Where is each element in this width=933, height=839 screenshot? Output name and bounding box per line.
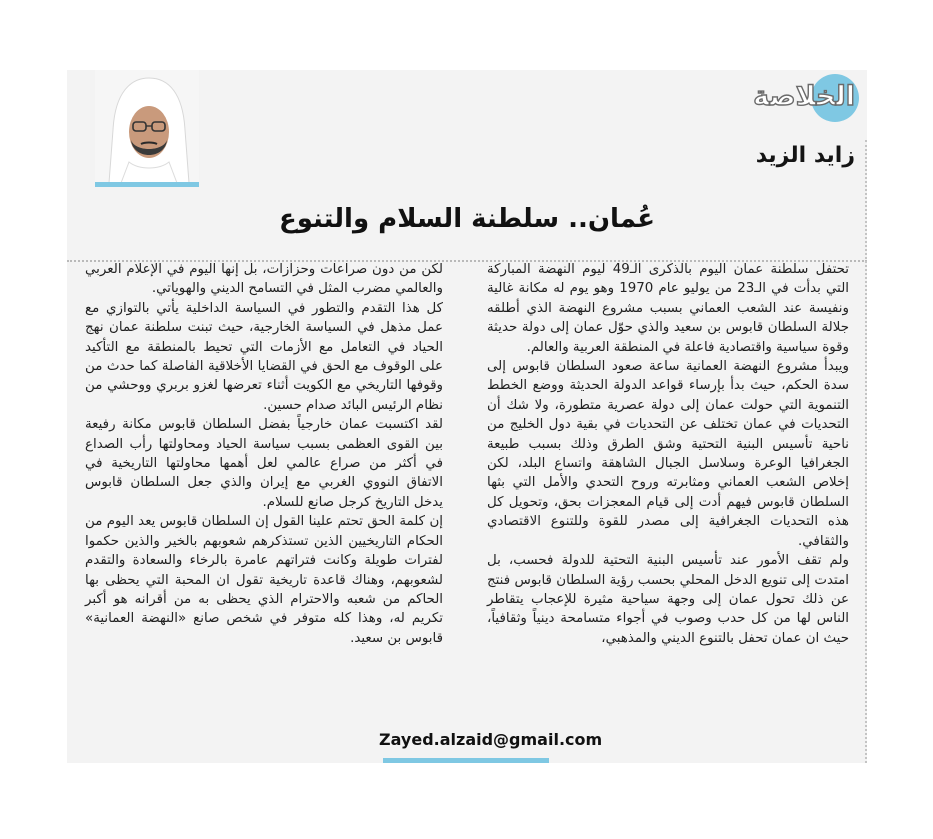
paragraph: ويبدأ مشروع النهضة العمانية ساعة صعود السلطان قابوس إلى سدة الحكم، حيث بدأ بإرساء قواعد الدولة الحديثة ووضع الخطط التنموية التي حولت عمان إلى دولة عصرية متطورة، ولا شك أن التحديات في عمان تختلف عن التحديات في بقية دول الخليج من ناحية تأسيس البنية التحتية وشق الطرق وذلك بسبب طبيعة الجغرافيا الوعرة وسلاسل الجبال الشاهقة واتساع البلد، لكن إخلاص الشعب العماني ومثابرته وروح التحدي والأمل التي بثها السلطان قابوس فيهم أدت إلى قيام المعجزات بحق، وتحويل كل هذه التحديات الجغرافية إلى مصدر للقوة وللتنوع الاقتصادي والثقافي. [487, 359, 849, 549]
photo-accent-bar [95, 182, 199, 187]
article-column-left [85, 260, 443, 648]
paragraph: ولم تقف الأمور عند تأسيس البنية التحتية للدولة فحسب، بل امتدت إلى تنويع الدخل المحلي بحسب رؤية السلطان قابوس فنتج عن ذلك تحول عمان إلى وجهة سياحية مثيرة للإعجاب يتقاطر الناس لها من كل حدب وصوب في أجواء متسامحة دينياً وثقافياً، حيث ان عمان تحفل بالتنوع الديني والمذهبي، [487, 553, 849, 646]
paragraph: لكن من دون صراعات وحزازات، بل إنها اليوم في الإعلام العربي والعالمي مضرب المثل في التسامح الديني والهوياتي. [85, 262, 443, 297]
author-portrait-icon [95, 70, 199, 183]
column-logo [739, 74, 859, 126]
article-title: عُمان.. سلطنة السلام والتنوع [279, 204, 655, 234]
email-accent-bar [383, 758, 549, 763]
author-email[interactable]: Zayed.alzaid@gmail.com [379, 730, 603, 749]
paragraph: لقد اكتسبت عمان خارجياً بفضل السلطان قابوس مكانة رفيعة بين القوى العظمى بسبب سياسة الحياد ومحاولتها رأب الصداع في أكثر من صراع عالمي لعل أهمها محاولتها التاريخية في الاتفاق النووي الغربي مع إيران والذي جعل السلطان قابوس يدخل التاريخ كرجل صانع للسلام. [85, 417, 443, 510]
article-page [67, 70, 867, 763]
author-photo [95, 70, 199, 183]
logo-text: الخلاصة [753, 81, 855, 112]
article-column-right [487, 260, 849, 648]
paragraph: إن كلمة الحق تحتم علينا القول إن السلطان قابوس يعد اليوم من الحكام التاريخيين الذين تستذكرهم شعوبهم بالخير والذين حكموا لفترات طويلة وكانت فتراتهم عامرة بالرخاء والسعادة والتقدم لشعوبهم، وهناك قاعدة تاريخية تقول ان المحبة التي يحظى بها الحاكم من شعبه والاحترام الذي يحظى به من أقرانه هو أكبر تكريم له، وهذا كله متوفر في شخص صانع «النهضة العمانية» قابوس بن سعيد. [85, 514, 443, 646]
paragraph: كل هذا التقدم والتطور في السياسة الداخلية يأتي بالتوازي مع عمل مذهل في السياسة الخارجية، حيث تبنت سلطنة عمان نهج الحياد في التعامل مع الأزمات التي تحيط بالمنطقة مع التأكيد على الوقوف مع الحق في القضايا الأخلاقية الفاصلة كما حدث من وقوفها التاريخي مع الكويت أثناء تعرضها لغزو بربري ووحشي من نظام الرئيس البائد صدام حسين. [85, 300, 443, 413]
paragraph: تحتفل سلطنة عمان اليوم بالذكرى الـ49 ليوم النهضة المباركة التي بدأت في الـ23 من يوليو عام 1970 وهو يوم له مكانة غالية ونفيسة عند الشعب العماني بسبب مشروع النهضة الذي أطلقه جلالة السلطان قابوس بن سعيد والذي حوّل عمان إلى دولة حديثة وقوة سياسية واقتصادية فاعلة في المنطقة العربية والعالم. [487, 262, 850, 355]
author-name: زايد الزيد [755, 143, 855, 168]
